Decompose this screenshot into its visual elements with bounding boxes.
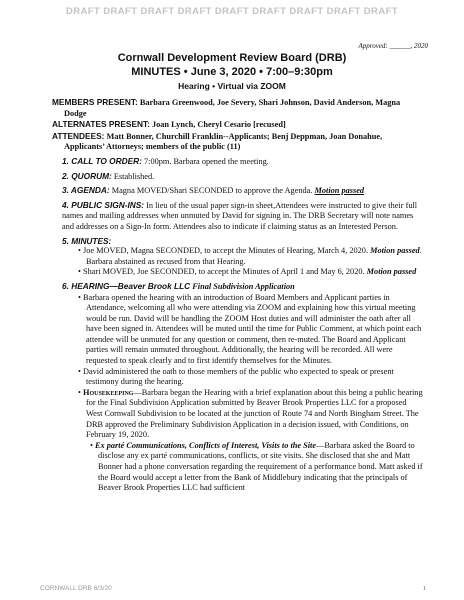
draft-watermark: DRAFT DRAFT DRAFT DRAFT DRAFT DRAFT DRAFT DRAFT DRAFT bbox=[65, 6, 398, 17]
housekeeping-text: —Barbara began the Hearing with a brief explanation about this being a public hearing for the Final Subdivision Application submitted by Beaver Brook Properties LLC for a proposed West Cornwall Subdivision to be located at the junction of Route 74 and North Bingham Street. The DRB approved the Preliminary Subdivision Application in a decision issued, with Conditions, on February 19, 2020. bbox=[86, 387, 423, 440]
hearing-subtitle: Final Subdivision Application bbox=[192, 281, 295, 291]
minutes-heading: 5. MINUTES: bbox=[62, 235, 112, 246]
ex-parte-label: Ex parté Communications, Conflicts of Interest, Visits to the Site bbox=[94, 440, 317, 450]
minutes-motion-1-result: Motion passed bbox=[370, 246, 420, 256]
quorum-item bbox=[62, 171, 424, 183]
ex-parte-text: —Barbara asked the Board to disclose any ex parté communications, conflicts, or site visits. She disclosed that she and Matt Bonner had a phone conversation regarding the requirement of a performance bond. Matt asked if the Board would accept a letter from the Bank of Middlebury indicating that the principals of Beaver Brook Properties LLC had sufficient bbox=[98, 440, 423, 493]
document-body bbox=[52, 97, 424, 494]
agenda-result: Motion passed bbox=[314, 186, 365, 196]
document-title: Cornwall Development Review Board (DRB) bbox=[117, 52, 347, 64]
public-signins-heading: 4. PUBLIC SIGN-INS: bbox=[62, 199, 145, 210]
footer-doc-id: CORNWALL DRB 6/3/20 bbox=[40, 585, 112, 592]
agenda-heading: 3. AGENDA: bbox=[62, 185, 110, 196]
agenda-item bbox=[62, 185, 424, 197]
attendees-value: Matt Bonner, Churchill Franklin--Applicants; Benj Deppman, Joan Donahue, Applicants’ Attorneys; members of the public (11) bbox=[64, 131, 383, 152]
minutes-motion-2-text: Shari MOVED, Joe SECONDED, to accept the Minutes of April 1 and May 6, 2020. bbox=[82, 267, 365, 277]
minutes-motion-1: • Joe MOVED, Magna SECONDED, to accept the Minutes of Hearing, March 4, 2020. Motion passed. Barbara abstained as recused from that Hearing. bbox=[78, 246, 422, 266]
minutes-motion-1-text: Joe MOVED, Magna SECONDED, to accept the Minutes of Hearing, March 4, 2020. bbox=[82, 246, 369, 256]
attendees-label: ATTENDEES: bbox=[52, 130, 105, 141]
attendees bbox=[52, 130, 424, 153]
quorum-text: Established. bbox=[113, 171, 155, 181]
alternates-label: ALTERNATES PRESENT: bbox=[52, 119, 150, 130]
hearing-venue-line: Hearing • Virtual via ZOOM bbox=[178, 81, 286, 91]
call-to-order-text: 7:00pm. Barbara opened the meeting. bbox=[143, 156, 269, 166]
minutes-motion-2: • Shari MOVED, Joe SECONDED, to accept the Minutes of April 1 and May 6, 2020. Motion passed bbox=[78, 267, 417, 277]
housekeeping-label: Housekeeping bbox=[82, 387, 134, 397]
alternates-present bbox=[52, 119, 424, 131]
members-value: Barbara Greenwood, Joe Severy, Shari Johnson, David Anderson, Magna Dodge bbox=[64, 98, 401, 118]
public-signins-item bbox=[62, 200, 424, 233]
hearing-subbullet-ex-parte: • Ex parté Communications, Conflicts of Interest, Visits to the Site—Barbara asked the Board to disclose any ex parté communications, conflicts, or site visits. She disclosed that she and Matt Bonner had a phone conversation regarding the requirement of a performance bond. Matt asked if the Board would accept a letter from the Bank of Middlebury indicating that the principals of Beaver Brook Properties LLC had sufficient bbox=[90, 440, 423, 493]
hearing-bullet-oath-text: David administered the oath to those members of the public who expected to speak or present testimony during the hearing. bbox=[82, 366, 394, 387]
quorum-heading: 2. QUORUM: bbox=[62, 170, 112, 181]
approved-line: Approved: ______, 2020 bbox=[358, 42, 428, 50]
hearing-bullet-oath: • David administered the oath to those members of the public who expected to speak or present testimony during the hearing. bbox=[78, 366, 394, 387]
call-to-order-heading: 1. CALL TO ORDER: bbox=[62, 155, 142, 166]
agenda-text: Magna MOVED/Shari SECONDED to approve the Agenda. bbox=[111, 186, 313, 196]
hearing-item bbox=[62, 281, 424, 293]
minutes-motion-1-tail: . Barbara abstained as recused from that Hearing. bbox=[86, 246, 422, 266]
members-present bbox=[52, 97, 424, 119]
hearing-bullet-opening-text: Barbara opened the hearing with an introduction of Board Members and Applicant parties in Attendance, welcoming all who were attending via ZOOM and explaining how this virtual meeting would be run. David will be handling the ZOOM Host duties and will administer the oath after all have been signed in. Attendees will be muted until the time for Public Comment, at which point each attendee will be unmuted for any question or comment, then re-muted. The Board and Applicant parties will remain unmuted throughout. Additionally, the hearing will be recorded. All were requested to speak clearly and to first identify themselves for the Minutes. bbox=[82, 292, 422, 366]
alternates-value: Joan Lynch, Cheryl Cesario [recused] bbox=[151, 120, 286, 130]
members-label: MEMBERS PRESENT: bbox=[52, 97, 138, 107]
minutes-motion-2-result: Motion passed bbox=[366, 267, 417, 277]
hearing-heading: 6. HEARING—Beaver Brook LLC bbox=[62, 280, 191, 291]
minutes-date-line: MINUTES • June 3, 2020 • 7:00–9:30pm bbox=[131, 66, 333, 78]
hearing-bullet-opening: • Barbara opened the hearing with an introduction of Board Members and Applicant parties in Attendance, welcoming all who were attending via ZOOM and explaining how this virtual meeting would be run. David will be handling the ZOOM Host duties and will administer the oath after all have been signed in. Attendees will be muted until the time for Public Comment, at which point each attendee will be unmuted for any question or comment, then re-muted. The Board and Applicant parties will remain unmuted throughout. Additionally, the hearing will be recorded. All were requested to speak clearly and to first identify themselves for the Minutes. bbox=[78, 292, 422, 366]
public-signins-text: In lieu of the usual paper sign-in sheet,Attendees were instructed to give their full names and mailing addresses when unmuted by David for signing in. The DRB Secretary will note names and addresses on a Sign-In form. Attendees also to indicate if claiming status as an Interested Person. bbox=[62, 200, 418, 231]
call-to-order-item bbox=[62, 156, 424, 168]
hearing-bullet-housekeeping: • Housekeeping—Barbara began the Hearing with a brief explanation about this being a public hearing for the Final Subdivision Application submitted by Beaver Brook Properties LLC for a proposed West Cornwall Subdivision to be located at the junction of Route 74 and North Bingham Street. The DRB approved the Preliminary Subdivision Application in a decision issued, with Conditions, on February 19, 2020. bbox=[78, 387, 423, 440]
page-number: 1 bbox=[422, 585, 426, 592]
